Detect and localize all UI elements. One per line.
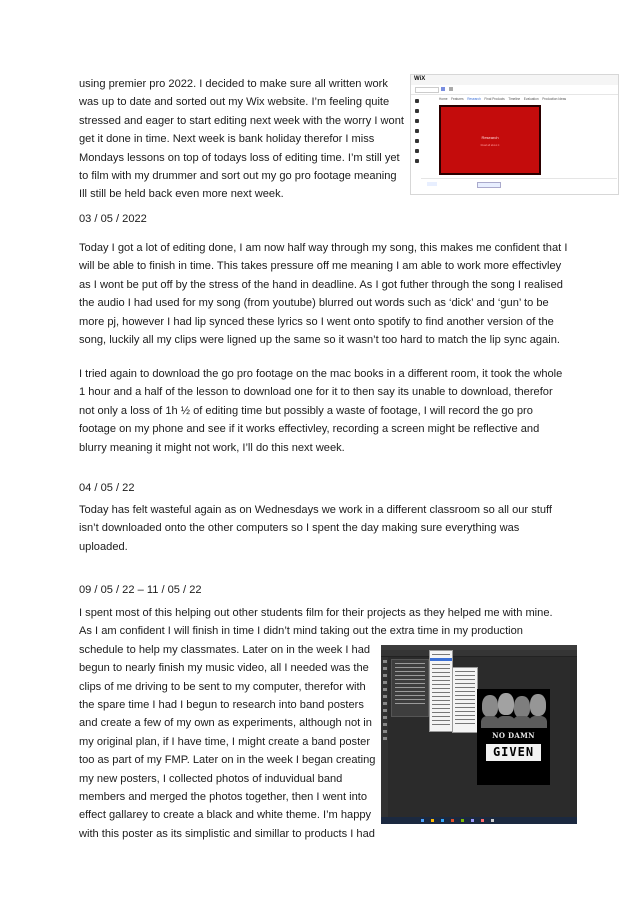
wix-bottom-controls (421, 178, 617, 189)
nav-item: Final Products (484, 97, 505, 101)
bottom-control (477, 182, 501, 188)
nav-item: Features (451, 97, 464, 101)
text-line: members and merged the photos together, then I went into (79, 791, 367, 804)
text-line: my original plan, if I have time, I might create a band poster (79, 735, 371, 748)
intro-paragraph (79, 75, 404, 204)
entry-paragraph (79, 501, 552, 556)
photoshop-screenshot (381, 645, 577, 824)
entry-paragraph (79, 239, 567, 349)
nav-item: Production Ideas (542, 97, 567, 101)
text-line: clips of me driving to be sent to my computer, therefor with (79, 680, 366, 693)
text-line: I tried again to download the go pro footage on the mac books in a different room, it took the whole (79, 368, 563, 380)
band-member-photo (514, 696, 530, 718)
text-line: too as part of my FMP. Later on in the week I began creating (79, 754, 376, 767)
text-line: As I am confident I will finish in time I didn’t mind taking out the extra time in my production (79, 625, 523, 638)
text-line: Today has felt wasteful again as on Wednesdays we work in a different classroom so all our stuff (79, 504, 552, 516)
band-member-body (529, 716, 547, 728)
device-icon (441, 87, 445, 91)
ps-toolbar (381, 657, 388, 817)
text-line: stressed and eager to start editing next week with the worry I wont (79, 114, 404, 127)
text-line: more pj, however I had lip synced these lyrics so I went onto spotify to find another version of the (79, 315, 554, 328)
wix-editor-screenshot (410, 74, 619, 195)
text-line: was up to date and sorted out my Wix website. I’m feeling quite (79, 96, 390, 109)
entry-paragraph (79, 365, 562, 457)
nav-item: Home (439, 97, 448, 101)
text-line: Ill still be held back even more next week. (79, 188, 284, 201)
poster-subtitle: NO DAMN (492, 731, 535, 740)
text-line: I spent most of this helping out other students film for their projects as they helped me with mine. (79, 607, 553, 619)
wix-side-toolbar (414, 95, 420, 175)
nav-item: Research (467, 97, 481, 101)
nav-item: Timeline (508, 97, 521, 101)
entry-date: 04 / 05 / 22 (79, 482, 135, 494)
band-member-photo (498, 693, 514, 715)
wix-logo: WiX (414, 76, 426, 82)
band-poster (477, 689, 550, 785)
text-line: song, luckily all my clips were ligned up the same so it wasn’t too hard to match the lip sync again. (79, 334, 560, 347)
section-subtitle: Read all about it (480, 144, 500, 147)
text-line: Today I got a lot of editing done, I am now half way through my song, this makes me confident that I (79, 242, 568, 254)
text-line: 1 hour and a half of the lesson to download one for it to then say its unable to download, therefor (79, 386, 553, 399)
nav-item: Evaluation (523, 97, 539, 101)
poster-band-name: GIVEN (486, 744, 541, 761)
entry-date: 09 / 05 / 22 – 11 / 05 / 22 (79, 584, 202, 596)
entry-date: 03 / 05 / 2022 (79, 213, 147, 225)
text-line: my new posters, I collected photos of induvidual band (79, 772, 343, 785)
text-line: using premier pro 2022. I decided to make sure all written work (79, 78, 388, 90)
text-line: will be able to finish in time. This takes pressure off me meaning I am able to work more effectivley (79, 260, 562, 273)
text-line: with this poster as its simplistic and simillar to products I had (79, 827, 375, 840)
text-line: the spare time I had I begun to research into band posters (79, 699, 364, 712)
band-member-photo (530, 694, 546, 716)
ps-menu-dropdown (429, 650, 453, 732)
mobile-icon (449, 87, 453, 91)
band-member-photo (482, 695, 498, 717)
text-line: get it done in time. Next week is bank holiday therefor I miss (79, 133, 375, 146)
text-line: isn’t downloaded onto the other computers so I spent the day making sure everything was (79, 522, 520, 535)
text-line: Mondays lessons on top of todays loss of editing time. I’m still yet (79, 151, 400, 164)
text-line: uploaded. (79, 540, 128, 553)
text-line: not only a loss of 1h ½ of editing time but possibly a waste of footage, I will record the go pro (79, 404, 533, 417)
text-line: begun to nearly finish my music video, all I needed was the (79, 662, 369, 675)
text-line: the audio I had used for my song (from youtube) blurred out words such as ‘dick’ and ‘gun’ to be (79, 297, 549, 310)
text-line: as I wont be put off by the stress of the hand in deadline. As I got futher through the song I realised (79, 278, 563, 291)
text-line: effect gallarey to create a black and white theme. I’m happy (79, 809, 372, 822)
ps-submenu-dropdown (452, 667, 478, 733)
ps-options-bar (381, 650, 577, 657)
text-line: footage on my phone and see if it works effectivley, recording a screen might be reflective and (79, 423, 540, 436)
section-title: Research (481, 135, 499, 140)
windows-taskbar (381, 817, 577, 824)
wix-toolbar (411, 85, 618, 95)
ps-dialog-panel (391, 659, 429, 717)
wix-red-section (439, 105, 541, 175)
page-selector (415, 87, 439, 93)
text-line: blurry meaning it might not work, I’ll do this next week. (79, 441, 345, 454)
bottom-control (427, 182, 437, 186)
text-line: to film with my drummer and sort out my go pro footage meaning (79, 170, 397, 183)
text-line: schedule to help my classmates. Later on in the week I had (79, 643, 371, 656)
wix-site-nav (439, 97, 566, 101)
text-line: and create a few of my own as experiments, although not in (79, 717, 372, 730)
